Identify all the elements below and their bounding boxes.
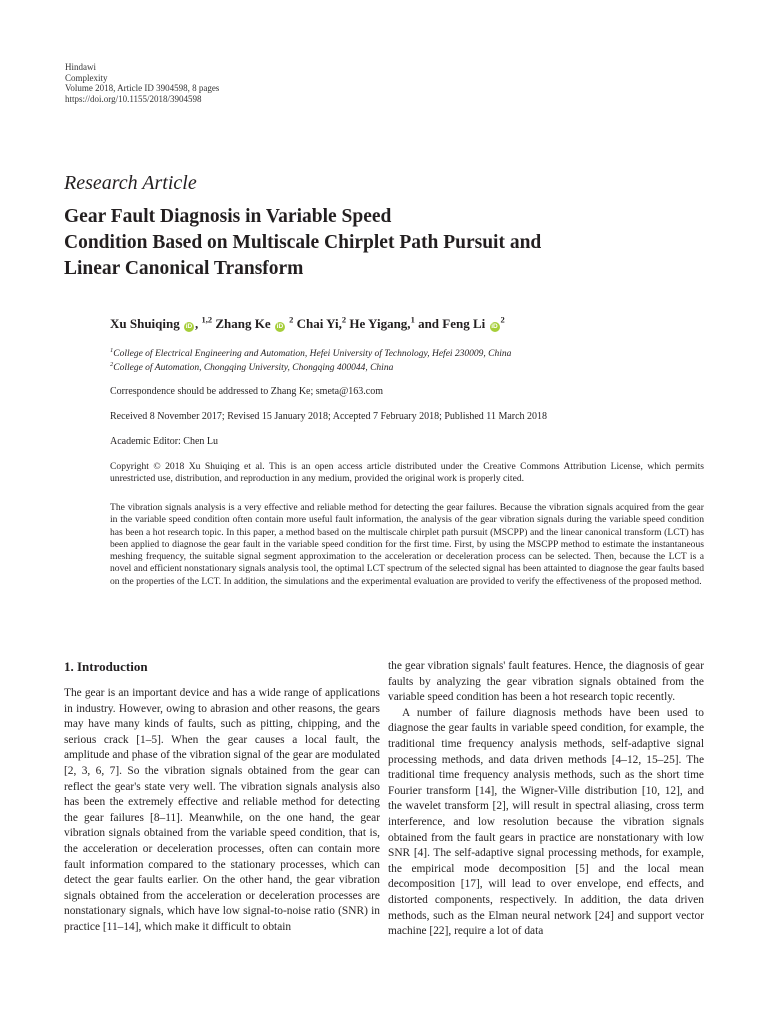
article-type: Research Article bbox=[64, 172, 197, 194]
author-name: Zhang Ke bbox=[215, 316, 271, 331]
abstract: The vibration signals analysis is a very effective and reliable method for detecting the gear failures. Because the vibration signals acquired from the gear in the variable speed condition often contain more useful fault information, the analysis of the gear vibration signals during the variable speed condition has been a hot research topic. In this paper, a method based on the multiscale chirplet path pursuit (MSCPP) and the linear canonical transform (LCT) has been applied to diagnose the gear fault in the variable speed condition for the first time. First, by using the MSCPP method to estimate the instantaneous meshing frequency, the suitable signal segment approximation to the acceleration or deceleration process can be selected. Then, because the LCT is a novel and efficient nonstationary signals analysis tool, the optimal LCT spectrum of the selected signal has been attainted to diagnose the gear faults based on the properties of the LCT. In addition, the simulations and the experimental evaluation are provided to verify the effectiveness of the proposed method. bbox=[110, 502, 704, 587]
author-name: He Yigang, bbox=[349, 316, 411, 331]
volume-info: Volume 2018, Article ID 3904598, 8 pages bbox=[65, 83, 220, 94]
orcid-icon[interactable]: iD bbox=[491, 323, 498, 330]
affiliation bbox=[110, 347, 511, 359]
title-line: Linear Canonical Transform bbox=[64, 258, 304, 279]
doi-link[interactable]: https://doi.org/10.1155/2018/3904598 bbox=[65, 93, 202, 104]
author-name: Xu Shuiqing bbox=[110, 316, 180, 331]
copyright-notice: Copyright © 2018 Xu Shuiqing et al. This is an open access article distributed under the Creative Commons Attribution License, which permits unrestricted use, distribution, and reproduction in any medium, provided the original work is properly cited. bbox=[110, 461, 704, 484]
affiliation-text: College of Electrical Engineering and Automation, Hefei University of Technology, Hefei 230009, China bbox=[113, 349, 512, 360]
body-paragraph: A number of failure diagnosis methods have been used to diagnose the gear faults in variable speed condition, for example, the traditional time frequency analysis methods, self-adaptive signal processing methods, and data driven methods [4–12, 15–25]. The traditional time frequency analysis methods, such as the short time Fourier transform [14], the Wigner-Ville distribution [10, 12], and the wavelet transform [2], will result in spectral aliasing, cross term interference, and low resolution because the vibration signals obtained from the fault gears in practice are nonstationary with low SNR [4]. The self-adaptive signal processing methods, for example, the empirical mode decomposition [5] and the local mean decomposition [17], will lead to over envelope, end effects, and distorted components, respectively. In addition, the data driven methods, such as the Elman neural network [24] and support vector machine [22], require a lot of data bbox=[388, 706, 704, 938]
affiliation bbox=[110, 361, 393, 373]
publisher-name: Hindawi bbox=[65, 62, 96, 72]
title-line: Gear Fault Diagnosis in Variable Speed bbox=[64, 206, 392, 227]
affiliation-text: College of Automation, Chongqing University, Chongqing 400044, China bbox=[113, 363, 394, 374]
author-name: Chai Yi, bbox=[296, 316, 342, 331]
orcid-icon[interactable]: iD bbox=[276, 323, 284, 330]
correspondence: Correspondence should be addressed to Zhang Ke; smeta@163.com bbox=[110, 386, 384, 397]
author-affil-sup: 2 bbox=[289, 314, 294, 325]
academic-editor: Academic Editor: Chen Lu bbox=[110, 436, 219, 447]
title-line: Condition Based on Multiscale Chirplet Path Pursuit and bbox=[64, 232, 542, 253]
left-column bbox=[64, 686, 380, 936]
right-column bbox=[388, 659, 704, 940]
body-paragraph: The gear is an important device and has a wide range of applications in industry. However, owing to abrasion and other reasons, the gears may have many kinds of faults, such as pitting, chipping, and the serious crack [1–5]. When the gear causes a local fault, the amplitude and phase of the vibration signal of the gear are modulated [2, 3, 6, 7]. So the vibration signals obtained from the gear can reflect the gear's state very well. The vibration signals analysis also has been the extremely effective and reliable method for detecting the gear failures [8–11]. Meanwhile, on the one hand, the gear vibration signals obtained from the variable speed condition, that is, the acceleration or deceleration processes, often can contain more fault information compared to the stationary processes, which can detect the gear faults earlier. On the other hand, the gear vibration signals obtained from the acceleration or deceleration processes are nonstationary signals, which have low signal-to-noise ratio (SNR) in practice [11–14], which make it difficult to obtain bbox=[64, 687, 380, 933]
orcid-icon[interactable]: iD bbox=[185, 323, 193, 330]
journal-header bbox=[65, 62, 219, 104]
affiliation-sup: 1 bbox=[110, 347, 114, 354]
author-name: and Feng Li bbox=[418, 316, 486, 331]
publication-dates: Received 8 November 2017; Revised 15 January 2018; Accepted 7 February 2018; Published 11 March 2018 bbox=[110, 411, 548, 422]
author-affil-sup: 2 bbox=[341, 314, 347, 325]
author-separator: , bbox=[195, 316, 202, 331]
affiliation-sup: 2 bbox=[110, 361, 114, 368]
paper-title bbox=[64, 204, 704, 282]
body-paragraph: the gear vibration signals' fault features. Hence, the diagnosis of gear faults by analyzing the gear vibration signals obtained from the variable speed condition has been a hot research topic recently. bbox=[388, 660, 704, 704]
author-affil-sup: 1,2 bbox=[201, 314, 213, 325]
author-affil-sup: 1 bbox=[410, 314, 415, 325]
journal-name: Complexity bbox=[65, 72, 108, 83]
author-affil-sup: 2 bbox=[500, 314, 505, 325]
section-heading: 1. Introduction bbox=[64, 659, 148, 674]
author-list bbox=[110, 316, 505, 332]
